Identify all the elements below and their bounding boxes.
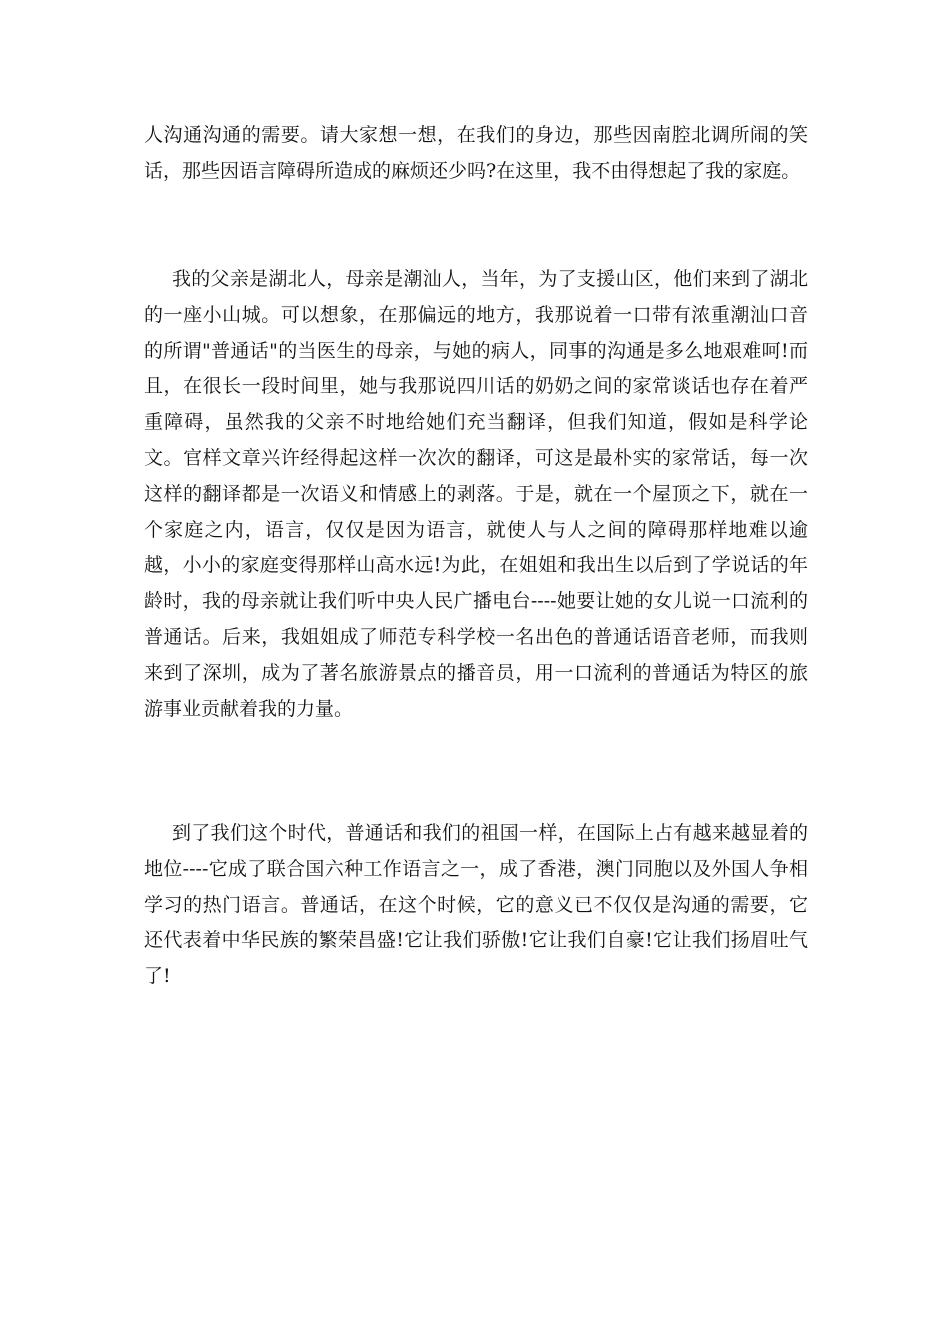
paragraph-family-story: 我的父亲是湖北人，母亲是潮汕人，当年，为了支援山区，他们来到了湖北的一座小山城。可以想象，在那偏远的地方，我那说着一口带有浓重潮汕口音的所谓"普通话"的当医生的母亲，与她的病人，同事的沟通是多么地艰难呵!而且，在很长一段时间里，她与我那说四川话的奶奶之间的家常谈话也存在着严重障碍，虽然我的父亲不时地给她们充当翻译，但我们知道，假如是科学论文。官样文章兴许经得起这样一次次的翻译，可这是最朴实的家常话，每一次这样的翻译都是一次语义和情感上的剥落。于是，就在一个屋顶之下，就在一个家庭之内，语言，仅仅是因为语言，就使人与人之间的障碍那样地难以逾越，小小的家庭变得那样山高水远!为此，在姐姐和我出生以后到了学说话的年龄时，我的母亲就让我们听中央人民广播电台----她要让她的女儿说一口流利的普通话。后来，我姐姐成了师范专科学校一名出色的普通话语音老师，而我则来到了深圳，成为了著名旅游景点的播音员，用一口流利的普通话为特区的旅游事业贡献着我的力量。	[144, 268, 808, 720]
paragraph-continuation: 人沟通沟通的需要。请大家想一想，在我们的身边，那些因南腔北调所闹的笑话，那些因语言障碍所造成的麻烦还少吗?在这里，我不由得想起了我的家庭。	[144, 124, 808, 182]
paragraph-era-significance: 到了我们这个时代，普通话和我们的祖国一样，在国际上占有越来越显着的地位----它成了联合国六种工作语言之一，成了香港，澳门同胞以及外国人争相学习的热门语言。普通话，在这个时候，它的意义已不仅仅是沟通的需要，它还代表着中华民族的繁荣昌盛!它让我们骄傲!它让我们自豪!它让我们扬眉吐气了!	[144, 822, 808, 988]
